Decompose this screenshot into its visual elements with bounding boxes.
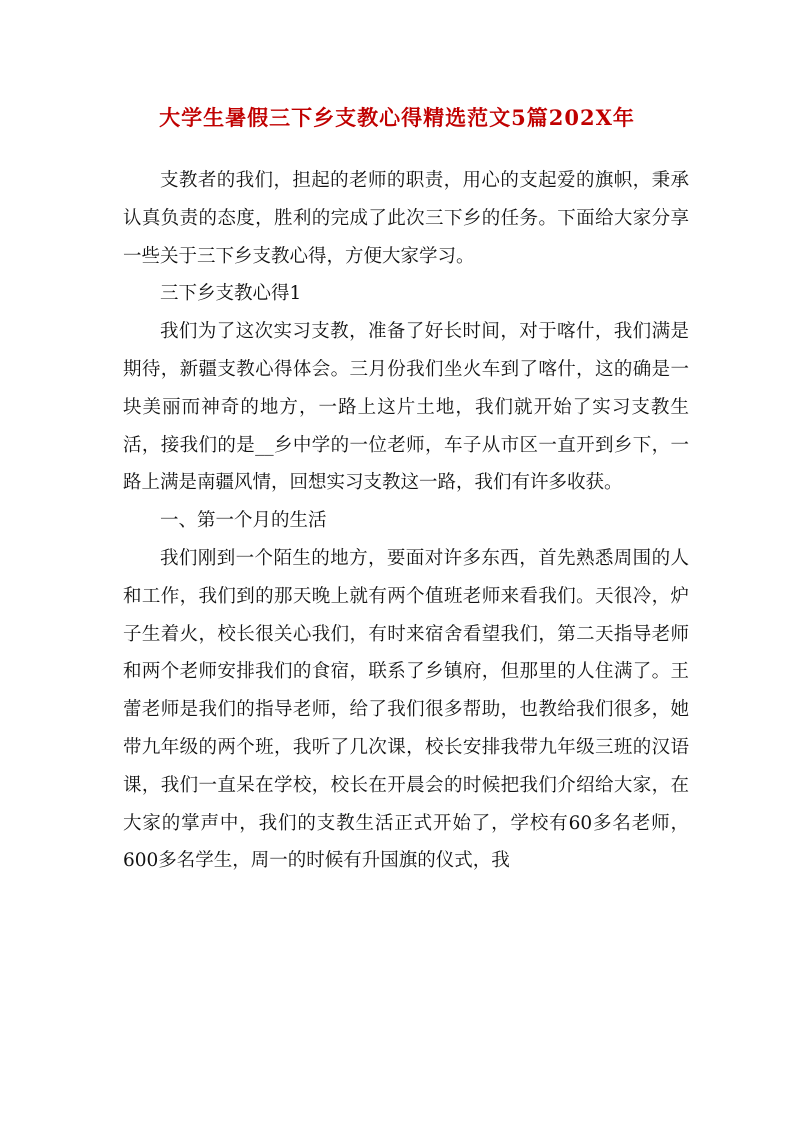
body-paragraph: 我们刚到一个陌生的地方，要面对许多东西，首先熟悉周围的人和工作，我们到的那天晚上就有两个值班老师来看我们。天很冷，炉子生着火，校长很关心我们，有时来宿舍看望我们，第二天指导老师和两个老师安排我们的食宿，联系了乡镇府，但那里的人住满了。王蕾老师是我们的指导老师，给了我们很多帮助，也教给我们很多，她带九年级的两个班，我听了几次课，校长安排我带九年级三班的汉语课，我们一直呆在学校，校长在开晨会的时候把我们介绍给大家，在大家的掌声中，我们的支教生活正式开始了，学校有60多名老师，600多名学生，周一的时候有升国旗的仪式，我 [123, 547, 689, 872]
intro-paragraph: 支教者的我们，担起的老师的职责，用心的支起爱的旗帜，秉承认真负责的态度，胜利的完成了此次三下乡的任务。下面给大家分享一些关于三下乡支教心得，方便大家学习。 [123, 170, 689, 267]
body-paragraph: 我们为了这次实习支教，准备了好长时间，对于喀什，我们满是期待，新疆支教心得体会。三月份我们坐火车到了喀什，这的确是一块美丽而神奇的地方，一路上这片土地，我们就开始了实习支教生活，接我们的是__乡中学的一位老师，车子从市区一直开到乡下，一路上满是南疆风情，回想实习支教这一路，我们有许多收获。 [123, 321, 689, 494]
document-title: 大学生暑假三下乡支教心得精选范文5篇202X年 [159, 105, 635, 130]
document-body [123, 162, 689, 880]
section-heading-experience-1: 三下乡支教心得1 [160, 283, 302, 305]
section-heading-first-month: 一、第一个月的生活 [160, 510, 327, 532]
